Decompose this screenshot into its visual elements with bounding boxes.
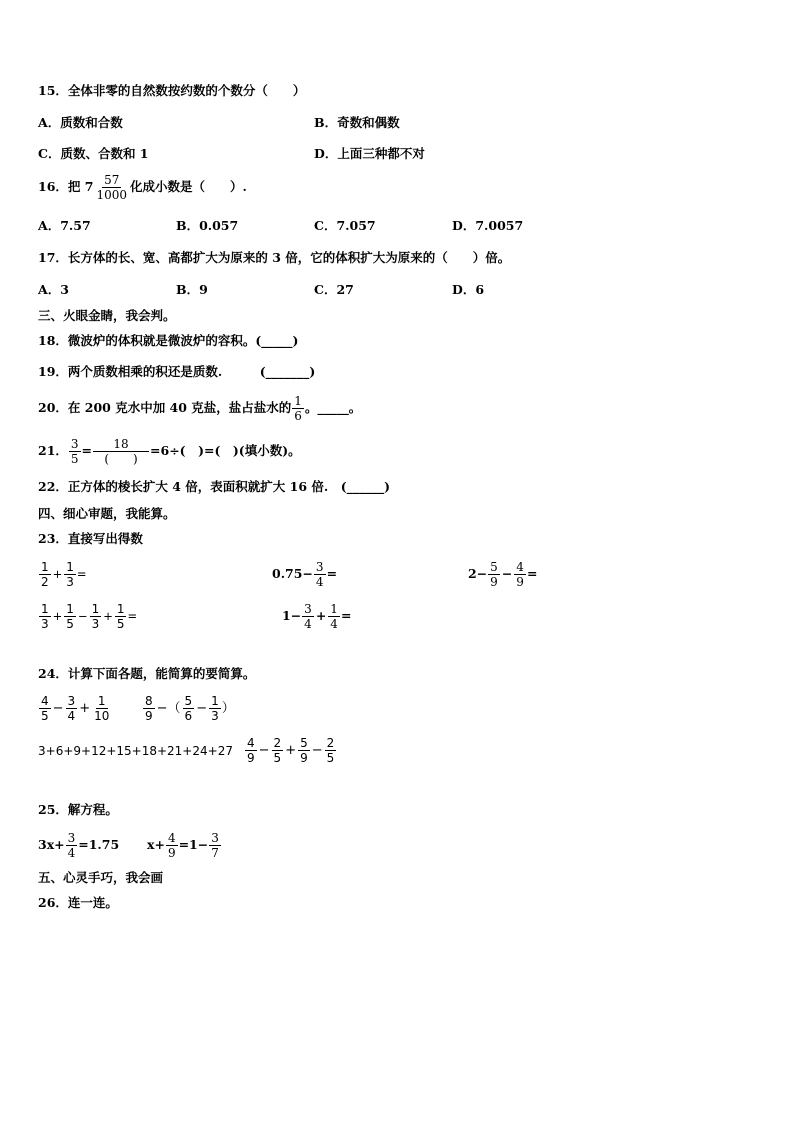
q20-fraction-denominator: 6	[294, 409, 302, 423]
denominator: 6	[184, 709, 193, 723]
numerator: 1	[41, 560, 49, 574]
equals: =	[340, 608, 352, 623]
q16-option-c: C．7.057	[314, 218, 376, 233]
denominator: 5	[66, 617, 74, 631]
q16-option-b: B．0.057	[176, 218, 239, 233]
equals: =	[526, 566, 538, 581]
q20-fraction	[292, 394, 304, 423]
q24-stem: 24．计算下面各题，能简算的要简算。	[38, 666, 256, 681]
q17-option-d: D．6	[452, 282, 485, 297]
denominator: 3	[66, 575, 74, 589]
operator: +	[285, 743, 297, 758]
q20	[38, 390, 361, 426]
section-5-heading: 五、心灵手巧，我会画	[38, 870, 164, 885]
numerator: 1	[211, 694, 219, 708]
q16-fraction	[94, 173, 129, 202]
q23-expr-4	[38, 598, 137, 634]
operator: +	[79, 701, 91, 716]
q17-option-b: B．9	[176, 282, 208, 297]
section-4-heading: 四、细心审题，我能算。	[38, 506, 176, 521]
q15-option-c: C．质数、合数和 1	[38, 146, 149, 161]
lead: 3x+	[38, 837, 65, 852]
close-paren: ）	[221, 701, 235, 716]
q16-fraction-numerator: 57	[104, 173, 120, 187]
lead: 0.75−	[272, 566, 313, 581]
denominator: 4	[330, 617, 338, 631]
denominator: 9	[490, 575, 498, 589]
numerator: 1	[116, 602, 125, 616]
numerator: 2	[273, 736, 282, 750]
q23-expr-1	[38, 556, 87, 592]
q25-stem: 25．解方程。	[38, 802, 118, 817]
q23-expr-2	[272, 556, 337, 592]
denominator: 5	[116, 617, 125, 631]
denominator: 4	[315, 575, 324, 589]
q17-option-a: A．3	[38, 282, 69, 297]
q25-equation-2	[147, 826, 222, 864]
q21-fraction-1-denominator: 5	[70, 452, 79, 466]
numerator: 8	[145, 694, 153, 708]
operator: +	[103, 609, 113, 623]
q24-expr-4	[244, 732, 337, 770]
numerator: 3	[67, 694, 76, 708]
operator: −	[196, 701, 208, 716]
denominator: 9	[247, 751, 255, 765]
denominator: 2	[41, 575, 49, 589]
q15-option-a: A．质数和合数	[38, 115, 123, 130]
q21	[38, 434, 301, 468]
q21-fraction-2	[93, 437, 149, 466]
lead: 2−	[468, 566, 488, 581]
q21-suffix: =6÷( )=( )(填小数)。	[150, 443, 301, 458]
q16-suffix: 化成小数是（ ）.	[130, 179, 247, 194]
q16-prefix: 16．把 7	[38, 179, 94, 194]
denominator: 9	[167, 846, 176, 860]
operator: +	[315, 608, 327, 623]
q18: 18．微波炉的体积就是微波炉的容积。(_____)	[38, 333, 299, 348]
q25-equation-1	[38, 826, 119, 864]
operator: −	[501, 566, 513, 581]
numerator: 4	[41, 694, 49, 708]
numerator: 2	[326, 736, 335, 750]
equals: =	[326, 566, 338, 581]
numerator: 3	[67, 831, 76, 845]
section-3-heading: 三、火眼金睛，我会判。	[38, 308, 176, 323]
q21-fraction-1-numerator: 3	[70, 437, 79, 451]
denominator: 4	[304, 617, 312, 631]
numerator: 3	[315, 560, 324, 574]
numerator: 1	[41, 602, 49, 616]
denominator: 10	[94, 709, 110, 723]
denominator: 4	[67, 846, 76, 860]
numerator: 4	[516, 560, 524, 574]
q24-expr-1	[38, 690, 112, 728]
operator: −	[258, 743, 270, 758]
q21-fraction-2-denominator: ( )	[104, 452, 138, 466]
denominator: 9	[145, 709, 153, 723]
q19: 19．两个质数相乘的积还是质数. (_______)	[38, 364, 316, 379]
operator: −	[311, 743, 323, 758]
denominator: 3	[91, 617, 100, 631]
numerator: 4	[167, 831, 176, 845]
denominator: 7	[211, 846, 219, 860]
numerator: 3	[211, 831, 219, 845]
q16-option-a: A．7.57	[38, 218, 91, 233]
denominator: 9	[516, 575, 524, 589]
operator: −	[77, 609, 88, 623]
denominator: 4	[67, 709, 76, 723]
q16-fraction-denominator: 1000	[96, 188, 127, 202]
denominator: 3	[211, 709, 219, 723]
q24-expr-2	[142, 690, 235, 728]
denominator: 9	[300, 751, 308, 765]
q15-option-d: D．上面三种都不对	[314, 146, 425, 161]
numerator: 5	[184, 694, 193, 708]
q16-option-d: D．7.0057	[452, 218, 524, 233]
q21-prefix: 21．	[38, 443, 68, 458]
equals: =	[76, 567, 87, 581]
numerator: 4	[247, 736, 255, 750]
q17-option-c: C．27	[314, 282, 354, 297]
numerator: 5	[490, 560, 498, 574]
q22: 22．正方体的棱长扩大 4 倍，表面积就扩大 16 倍. (______)	[38, 479, 391, 494]
denominator: 3	[41, 617, 49, 631]
equals: =	[127, 609, 138, 623]
q21-equals: =	[81, 443, 93, 458]
numerator: 1	[330, 602, 338, 616]
q26: 26．连一连。	[38, 895, 118, 910]
q23-stem: 23．直接写出得数	[38, 531, 143, 546]
operator: +	[52, 609, 63, 623]
numerator: 1	[66, 560, 74, 574]
operator: +	[52, 567, 63, 581]
denominator: 5	[326, 751, 335, 765]
q24-expr-3: 3+6+9+12+15+18+21+24+27	[38, 744, 233, 758]
lead: 1−	[282, 608, 302, 623]
mid: =1−	[178, 837, 209, 852]
operator: −（	[156, 701, 181, 716]
numerator: 3	[304, 602, 312, 616]
numerator: 1	[66, 602, 74, 616]
numerator: 1	[91, 602, 100, 616]
operator: −	[52, 701, 64, 716]
q20-prefix: 20．在 200 克水中加 40 克盐，盐占盐水的	[38, 400, 292, 415]
tail: =1.75	[78, 837, 120, 852]
numerator: 1	[97, 694, 106, 708]
numerator: 5	[300, 736, 308, 750]
q21-fraction-2-numerator: 18	[93, 437, 149, 452]
denominator: 5	[41, 709, 49, 723]
q21-fraction-1	[69, 437, 81, 466]
q23-expr-5	[282, 598, 351, 634]
q20-suffix: 。_____。	[304, 400, 362, 415]
q16-stem	[38, 172, 247, 202]
denominator: 5	[273, 751, 282, 765]
q23-expr-3	[468, 556, 537, 592]
q17-stem: 17．长方体的长、宽、高都扩大为原来的 3 倍，它的体积扩大为原来的（ ）倍。	[38, 250, 511, 265]
lead: x+	[147, 837, 165, 852]
q20-fraction-numerator: 1	[294, 394, 302, 408]
q15-stem: 15．全体非零的自然数按约数的个数分（ ）	[38, 83, 306, 98]
q15-option-b: B．奇数和偶数	[314, 115, 400, 130]
